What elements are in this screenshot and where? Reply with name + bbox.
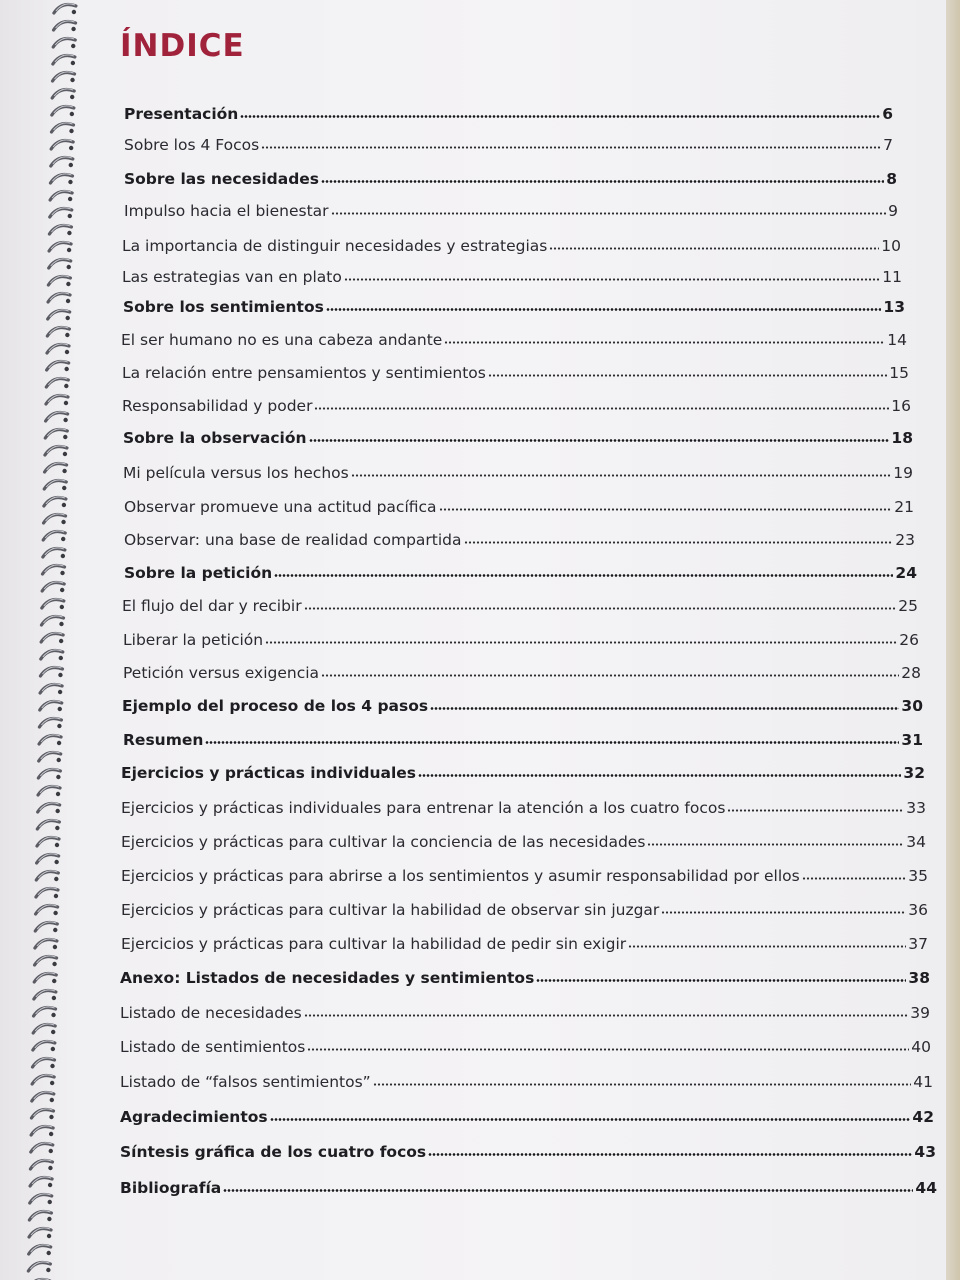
toc-entry-label: Listado de necesidades <box>120 1004 302 1022</box>
toc-page-number: 32 <box>903 764 925 782</box>
toc-page-number: 40 <box>911 1038 931 1056</box>
dot-leader <box>464 540 894 546</box>
dot-leader <box>205 740 899 746</box>
dot-leader <box>223 1188 913 1194</box>
toc-page-number: 8 <box>886 170 897 188</box>
toc-entry-label: Observar promueve una actitud pacífica <box>124 498 437 516</box>
toc-page-number: 6 <box>882 105 893 123</box>
dot-leader <box>265 640 897 646</box>
toc-subsection <box>122 233 901 255</box>
toc-subsection <box>123 660 921 682</box>
toc-section <box>121 760 925 782</box>
toc-subsection <box>120 1000 930 1022</box>
toc-page-number: 42 <box>912 1108 934 1126</box>
toc-page-number: 24 <box>895 564 917 582</box>
dot-leader <box>373 1082 912 1088</box>
toc-subsection <box>121 327 907 349</box>
toc-entry-label: Sobre los 4 Focos <box>124 136 260 154</box>
toc-page-number: 19 <box>893 464 913 482</box>
toc-page-number: 37 <box>908 935 928 953</box>
dot-leader <box>314 406 889 412</box>
toc-section <box>123 727 923 749</box>
toc-entry-label: Ejercicios y prácticas para abrirse a los sentimientos y asumir responsabilidad por ellos <box>121 867 800 885</box>
toc-page-number: 33 <box>906 799 926 817</box>
dot-leader <box>270 1117 911 1123</box>
toc-entry-label: Bibliografía <box>120 1179 222 1197</box>
dot-leader <box>274 573 893 579</box>
dot-leader <box>240 114 880 120</box>
toc-subsection <box>122 393 911 415</box>
dot-leader <box>326 307 882 313</box>
toc-subsection <box>122 593 918 615</box>
dot-leader <box>344 277 880 283</box>
dot-leader <box>304 606 897 612</box>
dot-leader <box>536 978 906 984</box>
toc-page-number: 25 <box>898 597 918 615</box>
toc-subsection <box>124 198 898 220</box>
toc-subsection <box>122 264 902 286</box>
toc-entry-label: Petición versus exigencia <box>123 664 320 682</box>
toc-subsection <box>120 1069 933 1091</box>
dot-leader <box>309 438 890 444</box>
toc-section <box>124 101 893 123</box>
toc-entry-label: La relación entre pensamientos y sentimientos <box>122 364 486 382</box>
toc-entry-label: Ejercicios y prácticas individuales para entrenar la atención a los cuatro focos <box>121 799 726 817</box>
toc-entry-label: Responsabilidad y poder <box>122 397 313 415</box>
toc-page-number: 44 <box>915 1179 937 1197</box>
toc-entry-label: Liberar la petición <box>123 631 264 649</box>
toc-entry-label: El ser humano no es una cabeza andante <box>121 331 443 349</box>
toc-section <box>123 294 905 316</box>
toc-page-number: 34 <box>906 833 926 851</box>
toc-page-number: 15 <box>889 364 909 382</box>
toc-page-number: 23 <box>895 531 915 549</box>
toc-entry-label: Ejercicios y prácticas para cultivar la habilidad de pedir sin exigir <box>121 935 627 953</box>
dot-leader <box>430 706 899 712</box>
toc-page-number: 21 <box>894 498 914 516</box>
dot-leader <box>351 473 892 479</box>
toc-page-number: 26 <box>899 631 919 649</box>
toc-subsection <box>123 460 913 482</box>
dot-leader <box>661 910 906 916</box>
toc-section <box>120 1175 937 1197</box>
toc-subsection <box>124 494 914 516</box>
toc-entry-label: Las estrategias van en plato <box>122 268 342 286</box>
toc-subsection <box>122 360 909 382</box>
dot-leader <box>549 246 879 252</box>
dot-leader <box>444 340 885 346</box>
dot-leader <box>428 1152 912 1158</box>
toc-section <box>120 965 930 987</box>
toc-subsection <box>123 627 919 649</box>
toc-page-number: 41 <box>913 1073 933 1091</box>
dot-leader <box>727 808 904 814</box>
toc-entry-label: Presentación <box>124 105 239 123</box>
toc-entry-label: La importancia de distinguir necesidades y estrategias <box>122 237 548 255</box>
toc-subsection <box>124 132 893 154</box>
dot-leader <box>802 876 907 882</box>
toc-entry-label: Observar: una base de realidad compartida <box>124 531 462 549</box>
toc-page-number: 28 <box>901 664 921 682</box>
toc-subsection <box>120 1034 931 1056</box>
toc-page-number: 18 <box>891 429 913 447</box>
toc-subsection <box>121 829 926 851</box>
dot-leader <box>321 673 899 679</box>
toc-entry-label: Sobre los sentimientos <box>123 298 324 316</box>
dot-leader <box>439 507 893 513</box>
dot-leader <box>418 773 901 779</box>
toc-page-number: 39 <box>910 1004 930 1022</box>
toc-entry-label: Sobre la petición <box>124 564 273 582</box>
dot-leader <box>307 1047 909 1053</box>
toc-entry-label: Listado de sentimientos <box>120 1038 306 1056</box>
toc-page-number: 13 <box>883 298 905 316</box>
toc-section <box>124 560 917 582</box>
toc-entry-label: Ejemplo del proceso de los 4 pasos <box>122 697 429 715</box>
toc-entry-label: Sobre la observación <box>123 429 307 447</box>
toc-entry-label: Resumen <box>123 731 204 749</box>
toc-page-number: 35 <box>908 867 928 885</box>
toc-page-number: 16 <box>891 397 911 415</box>
toc-page-number: 36 <box>908 901 928 919</box>
toc-entry-label: Ejercicios y prácticas individuales <box>121 764 417 782</box>
toc-page-number: 31 <box>901 731 923 749</box>
toc-subsection <box>121 863 928 885</box>
toc-subsection <box>121 897 928 919</box>
dot-leader <box>628 944 906 950</box>
toc-page-number: 9 <box>888 202 898 220</box>
toc-page-number: 38 <box>908 969 930 987</box>
toc-page-number: 10 <box>881 237 901 255</box>
toc-page-number: 11 <box>882 268 902 286</box>
toc-entry-label: Anexo: Listados de necesidades y sentimientos <box>120 969 535 987</box>
dot-leader <box>261 145 881 151</box>
toc-page-number: 30 <box>901 697 923 715</box>
toc-section <box>120 1139 936 1161</box>
dot-leader <box>647 842 904 848</box>
toc-entry-label: Impulso hacia el bienestar <box>124 202 329 220</box>
toc-page-number: 7 <box>883 136 893 154</box>
toc-entry-label: Ejercicios y prácticas para cultivar la conciencia de las necesidades <box>121 833 646 851</box>
toc-section <box>123 425 913 447</box>
toc-entry-label: El flujo del dar y recibir <box>122 597 302 615</box>
toc-entry-label: Mi película versus los hechos <box>123 464 349 482</box>
dot-leader <box>488 373 887 379</box>
toc-entry-label: Ejercicios y prácticas para cultivar la habilidad de observar sin juzgar <box>121 901 660 919</box>
toc-entry-label: Síntesis gráfica de los cuatro focos <box>120 1143 427 1161</box>
page-title: ÍNDICE <box>120 28 245 64</box>
toc-entry-label: Agradecimientos <box>120 1108 268 1126</box>
toc-subsection <box>124 527 915 549</box>
toc-entry-label: Sobre las necesidades <box>124 170 320 188</box>
dot-leader <box>331 211 887 217</box>
toc-section <box>120 1104 934 1126</box>
toc-subsection <box>121 931 928 953</box>
dot-leader <box>304 1013 909 1019</box>
toc-section <box>124 166 897 188</box>
toc-page-number: 43 <box>914 1143 936 1161</box>
toc-subsection <box>121 795 926 817</box>
toc-section <box>122 693 923 715</box>
toc-entry-label: Listado de “falsos sentimientos” <box>120 1073 371 1091</box>
toc-page-number: 14 <box>887 331 907 349</box>
dot-leader <box>321 179 884 185</box>
